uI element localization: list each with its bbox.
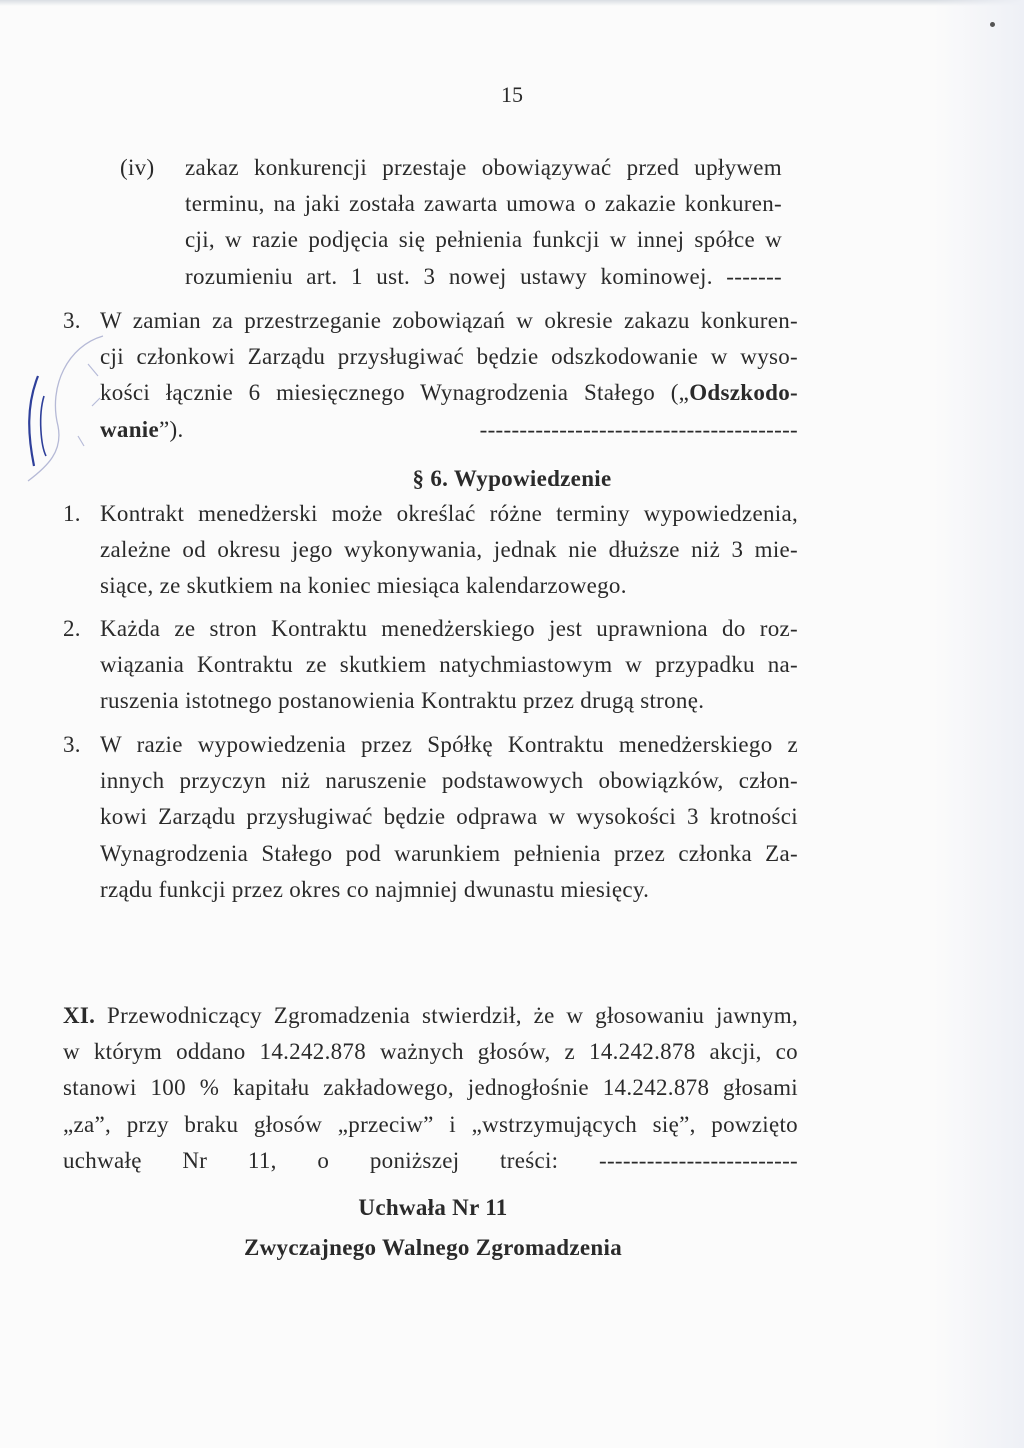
text-line: cji, w razie podjęcia się pełnienia funkcji w innej spółce w	[185, 227, 782, 253]
point-2-text	[100, 611, 798, 720]
resolution-title: Uchwała Nr 11	[358, 1195, 508, 1220]
text-fragment: kości łącznie 6 miesięcznego Wynagrodzenia Stałego („	[100, 380, 690, 406]
section-xi-text	[63, 998, 798, 1179]
section-xi-label: XI.	[63, 1003, 96, 1028]
point-3-text	[100, 727, 798, 908]
text-line: siące, ze skutkiem na koniec miesiąca kalendarzowego.	[100, 573, 627, 599]
text-line: ruszenia istotnego postanowienia Kontraktu przez drugą stronę.	[100, 688, 705, 714]
text-line	[100, 412, 798, 448]
point-3-label: 3.	[63, 732, 81, 757]
text-line: „za”, przy braku głosów „przeciw” i „wstrzymujących się”, powzięto	[63, 1111, 798, 1137]
text-line: zależne od okresu jego wykonywania, jednak nie dłuższe niż 3 mie-	[100, 537, 798, 563]
item-iv-label: (iv)	[120, 155, 155, 180]
text-fragment: Przewodniczący Zgromadzenia stwierdził, że w głosowaniu jawnym,	[107, 1003, 798, 1028]
text-fragment: ”). ----------------------------------------	[159, 416, 798, 442]
text-line: Wynagrodzenia Stałego pod warunkiem pełnienia przez członka Za-	[100, 840, 798, 866]
text-line: Kontrakt menedżerski może określać różne terminy wypowiedzenia,	[100, 501, 798, 526]
scan-right-edge	[934, 0, 1024, 1448]
point-1-text	[100, 496, 798, 605]
text-line	[100, 375, 798, 411]
defined-term: Odszkodo-	[689, 380, 798, 406]
text-line: zakaz konkurencji przestaje obowiązywać przed upływem	[185, 155, 782, 180]
defined-term: wanie	[100, 416, 159, 442]
text-line: Każda ze stron Kontraktu menedżerskiego jest uprawniona do roz-	[100, 616, 798, 641]
text-line: W razie wypowiedzenia przez Spółkę Kontraktu menedżerskiego z	[100, 732, 798, 757]
text-line: rozumieniu art. 1 ust. 3 nowej ustawy kominowej. -------	[185, 263, 782, 289]
scan-top-edge	[0, 0, 1024, 6]
point-1-label: 1.	[63, 501, 81, 526]
text-line: terminu, na jaki została zawarta umowa o zakazie konkuren-	[185, 191, 782, 217]
text-line: W zamian za przestrzeganie zobowiązań w okresie zakazu konkuren-	[100, 308, 798, 333]
item-3a-text	[100, 303, 798, 448]
text-line	[63, 998, 798, 1034]
point-2-label: 2.	[63, 616, 81, 641]
text-line: cji członkowi Zarządu przysługiwać będzie odszkodowanie w wyso-	[100, 344, 798, 370]
item-3a-label: 3.	[63, 308, 81, 333]
text-line: innych przyczyn niż naruszenie podstawowych obowiązków, człon-	[100, 768, 798, 794]
text-line: uchwałę Nr 11, o poniższej treści: -------------------------	[63, 1147, 798, 1173]
text-line: w którym oddano 14.242.878 ważnych głosów, z 14.242.878 akcji, co	[63, 1039, 798, 1065]
text-line: wiązania Kontraktu ze skutkiem natychmiastowym w przypadku na-	[100, 652, 798, 678]
item-iv-text	[185, 150, 782, 295]
text-line: rządu funkcji przez okres co najmniej dwunastu miesięcy.	[100, 876, 650, 902]
section-heading: § 6. Wypowiedzenie	[412, 466, 612, 491]
text-line: stanowi 100 % kapitału zakładowego, jednogłośnie 14.242.878 głosami	[63, 1075, 798, 1101]
page-number: 15	[501, 82, 523, 107]
text-line: kowi Zarządu przysługiwać będzie odprawa w wysokości 3 krotności	[100, 804, 798, 830]
scan-speck	[990, 22, 995, 27]
resolution-subtitle: Zwyczajnego Walnego Zgromadzenia	[243, 1235, 622, 1260]
